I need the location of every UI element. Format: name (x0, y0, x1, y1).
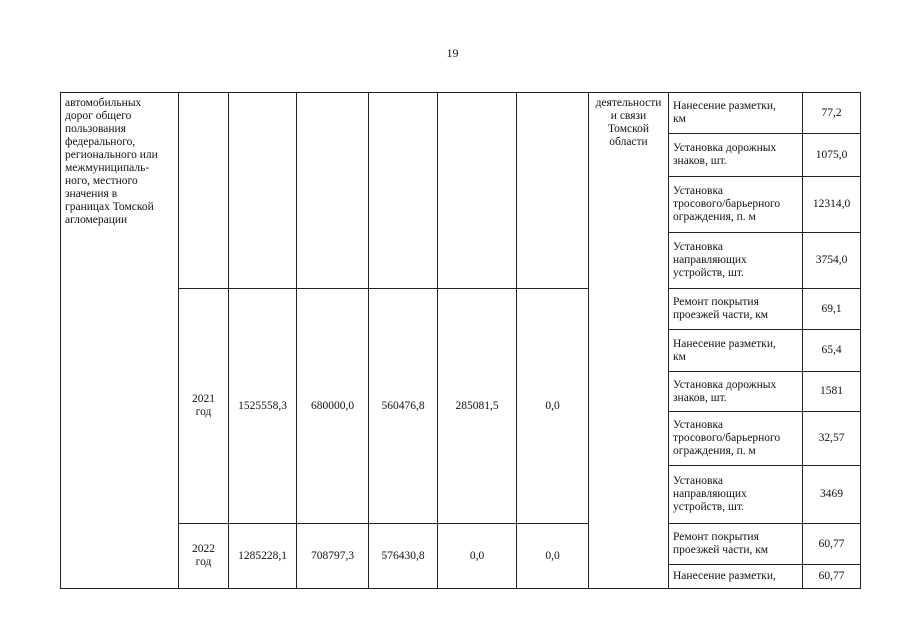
empty-other-cell (517, 93, 589, 289)
regional-cell: 560476,8 (369, 289, 438, 524)
indicator-name: Установка дорожных знаков, шт. (669, 372, 803, 412)
indicator-value: 65,4 (803, 330, 861, 372)
year-cell: 2021 год (179, 289, 229, 524)
table-row (61, 93, 861, 134)
indicator-name: Нанесение разметки, км (669, 330, 803, 372)
indicator-name: Нанесение разметки, (669, 565, 803, 589)
indicator-value: 69,1 (803, 289, 861, 330)
indicator-name: Установка дорожных знаков, шт. (669, 134, 803, 177)
empty-regional-cell (369, 93, 438, 289)
empty-local-cell (438, 93, 517, 289)
empty-year-cell (179, 93, 229, 289)
total-cell: 1525558,3 (229, 289, 297, 524)
object-name-cell: автомобильных дорог общего пользования федерального, регионального или межмуниципаль- ного, местного значения в границах Томской агломерации (61, 93, 179, 589)
regional-cell: 576430,8 (369, 524, 438, 589)
year-cell: 2022 год (179, 524, 229, 589)
table-row (61, 289, 861, 330)
indicator-value: 1581 (803, 372, 861, 412)
indicator-value: 32,57 (803, 412, 861, 466)
indicator-value: 77,2 (803, 93, 861, 134)
federal-cell: 680000,0 (297, 289, 369, 524)
table-row (61, 524, 861, 565)
indicator-name: Нанесение разметки, км (669, 93, 803, 134)
indicator-value: 3469 (803, 466, 861, 524)
other-cell: 0,0 (517, 524, 589, 589)
federal-cell: 708797,3 (297, 524, 369, 589)
indicator-name: Установка направляющих устройств, шт. (669, 233, 803, 289)
indicator-value: 12314,0 (803, 177, 861, 233)
page-number: 19 (446, 46, 459, 60)
indicator-value: 3754,0 (803, 233, 861, 289)
total-cell: 1285228,1 (229, 524, 297, 589)
local-cell: 0,0 (438, 524, 517, 589)
other-cell: 0,0 (517, 289, 589, 524)
indicator-name: Установка тросового/барьерного ограждения, п. м (669, 412, 803, 466)
program-table (60, 92, 861, 589)
indicator-value: 60,77 (803, 565, 861, 589)
local-cell: 285081,5 (438, 289, 517, 524)
indicator-name: Установка направляющих устройств, шт. (669, 466, 803, 524)
empty-federal-cell (297, 93, 369, 289)
indicator-name: Ремонт покрытия проезжей части, км (669, 524, 803, 565)
indicator-value: 60,77 (803, 524, 861, 565)
indicator-name: Установка тросового/барьерного ограждения, п. м (669, 177, 803, 233)
executor-cell: деятельности и связи Томской области (589, 93, 669, 589)
indicator-value: 1075,0 (803, 134, 861, 177)
indicator-name: Ремонт покрытия проезжей части, км (669, 289, 803, 330)
empty-total-cell (229, 93, 297, 289)
